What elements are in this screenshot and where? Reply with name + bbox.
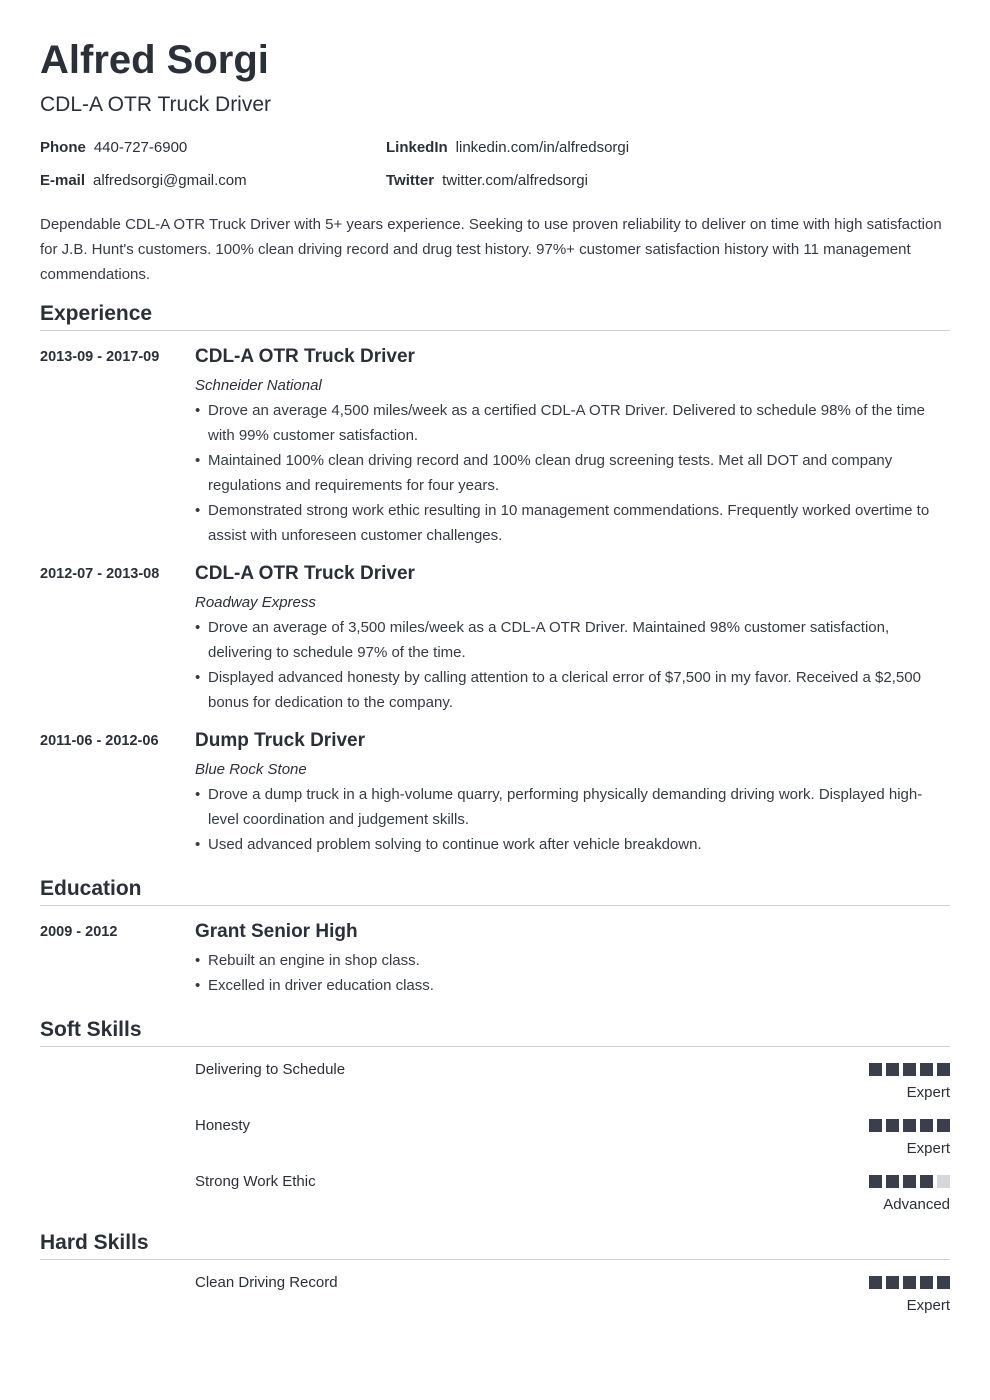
school-name: Grant Senior High xyxy=(195,921,358,942)
rating-dot-filled xyxy=(903,1175,916,1188)
soft-skills-list xyxy=(40,1057,950,1225)
rating-dot-filled xyxy=(886,1063,899,1076)
skill-level: Expert xyxy=(906,1140,950,1157)
contact-email-label: E-mail xyxy=(40,172,86,189)
rating-dot-filled xyxy=(920,1175,933,1188)
bullet-item: • Demonstrated strong work ethic resulting in 10 management commendations. Frequently worked overtime to assist with unforeseen customer challenges. xyxy=(195,498,950,548)
skill-meter xyxy=(869,1063,950,1076)
skill-row xyxy=(195,1057,950,1113)
resume-page xyxy=(40,36,950,1326)
job-company: Schneider National xyxy=(195,377,322,394)
bullet-item: • Maintained 100% clean driving record and 100% clean drug screening tests. Met all DOT and company regulations and requirements for four years. xyxy=(195,448,950,498)
rating-dot-filled xyxy=(886,1276,899,1289)
bullet-item: • Used advanced problem solving to continue work after vehicle breakdown. xyxy=(195,832,950,857)
contact-email xyxy=(40,171,247,191)
job-dates: 2011-06 - 2012-06 xyxy=(40,733,159,749)
rating-dot-filled xyxy=(869,1175,882,1188)
contact-twitter xyxy=(386,171,588,191)
skill-name: Honesty xyxy=(195,1117,251,1134)
skill-row xyxy=(195,1169,950,1225)
candidate-name: Alfred Sorgi xyxy=(40,38,269,82)
contact-linkedin-value[interactable]: linkedin.com/in/alfredsorgi xyxy=(455,139,630,156)
education-bullets xyxy=(195,948,950,998)
bullet-item: • Excelled in driver education class. xyxy=(195,973,950,998)
education-entry xyxy=(40,919,950,998)
hard-skills-heading: Hard Skills xyxy=(40,1229,950,1260)
rating-dot-filled xyxy=(920,1119,933,1132)
soft-skills-heading: Soft Skills xyxy=(40,1016,950,1047)
contact-twitter-value[interactable]: twitter.com/alfredsorgi xyxy=(442,172,588,189)
job-title: Dump Truck Driver xyxy=(195,730,365,751)
job-bullets xyxy=(195,615,950,715)
education-heading: Education xyxy=(40,875,950,906)
rating-dot-filled xyxy=(869,1063,882,1076)
rating-dot-filled xyxy=(903,1063,916,1076)
bullet-item: • Displayed advanced honesty by calling attention to a clerical error of $7,500 in my favor. Received a $2,500 bonus for dedication to the company. xyxy=(195,665,950,715)
rating-dot-filled xyxy=(937,1276,950,1289)
rating-dot-filled xyxy=(869,1119,882,1132)
skill-name: Strong Work Ethic xyxy=(195,1173,316,1190)
summary-text: Dependable CDL-A OTR Truck Driver with 5+ years experience. Seeking to use proven reliability to deliver on time with high satisfaction for J.B. Hunt's customers. 100% clean driving record and drug test history. 97%+ customer satisfaction history with 11 management commendations. xyxy=(40,216,942,283)
rating-dot-filled xyxy=(920,1063,933,1076)
job-bullets xyxy=(195,398,950,548)
contact-linkedin xyxy=(386,138,629,158)
contact-linkedin-label: LinkedIn xyxy=(386,139,448,156)
skill-meter xyxy=(869,1175,950,1188)
contact-phone-label: Phone xyxy=(40,139,86,156)
skill-meter xyxy=(869,1276,950,1289)
rating-dot-filled xyxy=(920,1276,933,1289)
candidate-role: CDL-A OTR Truck Driver xyxy=(40,93,272,116)
bullet-item: • Drove an average 4,500 miles/week as a certified CDL-A OTR Driver. Delivered to schedule 98% of the time with 99% customer satisfaction. xyxy=(195,398,950,448)
skill-meter xyxy=(869,1119,950,1132)
contact-phone-value[interactable]: 440-727-6900 xyxy=(93,139,188,156)
skill-level: Advanced xyxy=(883,1196,950,1213)
job-company: Blue Rock Stone xyxy=(195,761,307,778)
skill-row xyxy=(195,1113,950,1169)
job-title: CDL-A OTR Truck Driver xyxy=(195,346,415,367)
rating-dot-filled xyxy=(869,1276,882,1289)
skill-row xyxy=(195,1270,950,1326)
rating-dot-filled xyxy=(937,1063,950,1076)
experience-entry xyxy=(40,728,950,857)
skill-name: Delivering to Schedule xyxy=(195,1061,346,1078)
rating-dot-filled xyxy=(886,1119,899,1132)
job-title: CDL-A OTR Truck Driver xyxy=(195,563,415,584)
bullet-item: • Rebuilt an engine in shop class. xyxy=(195,948,950,973)
experience-entry xyxy=(40,561,950,715)
skill-level: Expert xyxy=(906,1297,950,1314)
job-bullets xyxy=(195,782,950,857)
bullet-item: • Drove a dump truck in a high-volume quarry, performing physically demanding driving work. Displayed high-level coordination and judgement skills. xyxy=(195,782,950,832)
rating-dot-filled xyxy=(903,1119,916,1132)
skill-level: Expert xyxy=(906,1084,950,1101)
experience-heading: Experience xyxy=(40,300,950,331)
rating-dot-filled xyxy=(903,1276,916,1289)
job-dates: 2013-09 - 2017-09 xyxy=(40,349,160,365)
bullet-item: • Drove an average of 3,500 miles/week as a CDL-A OTR Driver. Maintained 98% customer satisfaction, delivering to schedule 97% of the time. xyxy=(195,615,950,665)
contact-twitter-label: Twitter xyxy=(386,172,435,189)
hard-skills-list xyxy=(40,1270,950,1326)
education-dates: 2009 - 2012 xyxy=(40,924,118,940)
job-company: Roadway Express xyxy=(195,594,316,611)
job-dates: 2012-07 - 2013-08 xyxy=(40,566,160,582)
contact-email-value[interactable]: alfredsorgi@gmail.com xyxy=(93,172,247,189)
experience-entry xyxy=(40,344,950,548)
rating-dot-filled xyxy=(886,1175,899,1188)
skill-name: Clean Driving Record xyxy=(195,1274,338,1291)
contact-block xyxy=(40,138,950,204)
contact-phone xyxy=(40,138,187,158)
rating-dot-empty xyxy=(937,1175,950,1188)
rating-dot-filled xyxy=(937,1119,950,1132)
